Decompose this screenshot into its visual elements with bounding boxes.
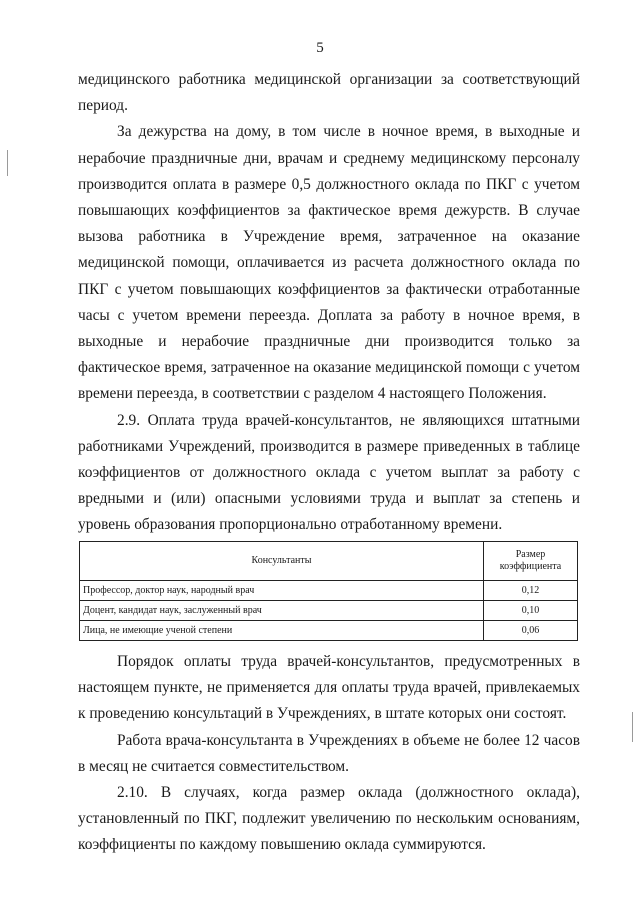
header-consultants: Консультанты <box>80 542 484 581</box>
table-row <box>80 601 578 621</box>
body-text-upper <box>78 67 580 539</box>
scan-artifact-right <box>632 712 633 742</box>
row-value: 0,10 <box>484 601 578 621</box>
paragraph-continuation: медицинского работника медицинской организации за соответствующий период. <box>78 71 580 115</box>
paragraph-duty-at-home: За дежурства на дому, в том числе в ночное время, в выходные и нерабочие праздничные дни, врачам и среднему медицинскому персоналу производится оплата в размере 0,5 должностного оклада по ПКГ с учетом повышающих коэффициентов за фактическое время дежурств. В случае вызова работника в Учреждение время, затраченное на оказание медицинской помощи, оплачивается из расчета должностного оклада по ПКГ с учетом повышающих коэффициентов за фактически отработанные часы с учетом времени переезда. Доплата за работу в ночное время, в выходные и нерабочие праздничные дни производится только за фактическое время, затраченное на оказание медицинской помощи с учетом времени переезда, в соответствии с разделом 4 настоящего Положения. <box>78 123 580 403</box>
paragraph-2-10: 2.10. В случаях, когда размер оклада (должностного оклада), установленный по ПКГ, подлежит увеличению по нескольким основаниям, коэффициенты по каждому повышению оклада суммируются. <box>78 784 580 854</box>
row-value: 0,12 <box>484 581 578 601</box>
row-label: Доцент, кандидат наук, заслуженный врач <box>80 601 484 621</box>
paragraph-consultant-hours: Работа врача-консультанта в Учреждениях в объеме не более 12 часов в месяц не считается совместительством. <box>78 731 580 775</box>
row-label: Лица, не имеющие ученой степени <box>80 621 484 641</box>
coefficient-table <box>79 541 578 641</box>
table-row <box>80 581 578 601</box>
table-row <box>80 621 578 641</box>
table-header-row <box>80 542 578 581</box>
paragraph-consultant-order: Порядок оплаты труда врачей-консультантов, предусмотренных в настоящем пункте, не применяется для оплаты труда врачей, привлекаемых к проведению консультаций в Учреждениях, в штате которых они состоят. <box>78 653 580 723</box>
scan-artifact-left <box>7 150 8 176</box>
row-label: Профессор, доктор наук, народный врач <box>80 581 484 601</box>
row-value: 0,06 <box>484 621 578 641</box>
body-text-lower <box>78 649 580 859</box>
paragraph-2-9: 2.9. Оплата труда врачей-консультантов, не являющихся штатными работниками Учреждений, производится в размере приведенных в таблице коэффициентов от должностного оклада с учетом выплат за работу с вредными и (или) опасными условиями труда и выплат за степень и уровень образования пропорционально отработанному времени. <box>78 411 580 534</box>
page-number: 5 <box>316 40 324 56</box>
header-coefficient: Размер коэффициента <box>484 542 578 581</box>
